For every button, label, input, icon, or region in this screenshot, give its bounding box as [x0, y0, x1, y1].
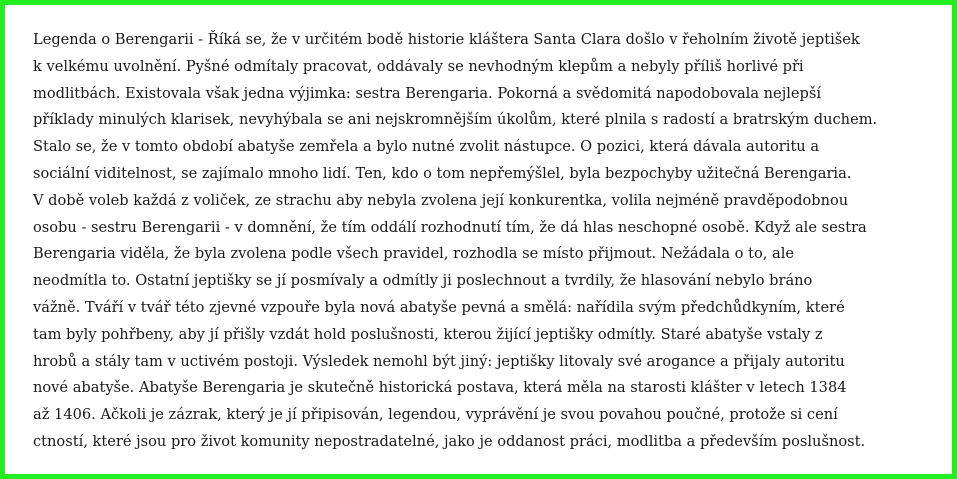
paragraph-line: tam byly pohřbeny, aby jí přišly vzdát hold poslušnosti, kterou žijící jeptišky odmítly. Staré abatyše vstaly z: [33, 325, 823, 343]
paragraph-line: vážně. Tváří v tvář této zjevné vzpouře byla nová abatyše pevná a smělá: nařídila svým předchůdkyním, které: [33, 298, 845, 316]
legend-paragraph: [33, 27, 948, 456]
paragraph-line: hrobů a stály tam v uctivém postoji. Výsledek nemohl být jiný: jeptišky litovaly své arogance a přijaly autoritu: [33, 352, 845, 370]
paragraph-line: Stalo se, že v tomto období abatyše zemřela a bylo nutné zvolit nástupce. O pozici, která dávala autoritu a: [33, 138, 820, 156]
paragraph-line: nové abatyše. Abatyše Berengaria je skutečně historická postava, která měla na starosti klášter v letech 1384: [33, 379, 847, 397]
paragraph-line: Berengaria viděla, že byla zvolena podle všech pravidel, rozhodla se místo přijmout. Nežádala o to, ale: [33, 245, 795, 263]
paragraph-line: neodmítla to. Ostatní jeptišky se jí posmívaly a odmítly ji poslechnout a tvrdily, že hlasování nebylo bráno: [33, 272, 813, 290]
paragraph-line: sociální viditelnost, se zajímalo mnoho lidí. Ten, kdo o tom nepřemýšlel, byla bezpochyby užitečná Berengaria.: [33, 164, 852, 182]
paragraph-line: V době voleb každá z voliček, ze strachu aby nebyla zvolena její konkurentka, volila nejméně pravděpodobnou: [33, 191, 849, 209]
paragraph-line: k velkému uvolnění. Pyšné odmítaly pracovat, oddávaly se nevhodným klepům a nebyly příliš horlivé při: [33, 57, 804, 75]
paragraph-line: ctností, které jsou pro život komunity nepostradatelné, jako je oddanost práci, modlitba a především poslušnost.: [33, 432, 866, 450]
paragraph-line: osobu - sestru Berengarii - v domnění, že tím oddálí rozhodnutí tím, že dá hlas neschopné osobě. Když ale sestra: [33, 218, 867, 236]
paragraph-line: modlitbách. Existovala však jedna výjimka: sestra Berengaria. Pokorná a svědomitá napodobovala nejlepší: [33, 84, 822, 102]
paragraph-line: až 1406. Ačkoli je zázrak, který je jí připisován, legendou, vyprávění je svou povahou poučné, protože si cení: [33, 406, 838, 424]
paragraph-line: příklady minulých klarisek, nevyhýbala se ani nejskromnějším úkolům, které plnila s radostí a bratrským duchem.: [33, 111, 878, 129]
paragraph-line: Legenda o Berengarii - Říká se, že v určitém bodě historie kláštera Santa Clara došlo v řeholním životě jeptišek: [33, 31, 860, 48]
